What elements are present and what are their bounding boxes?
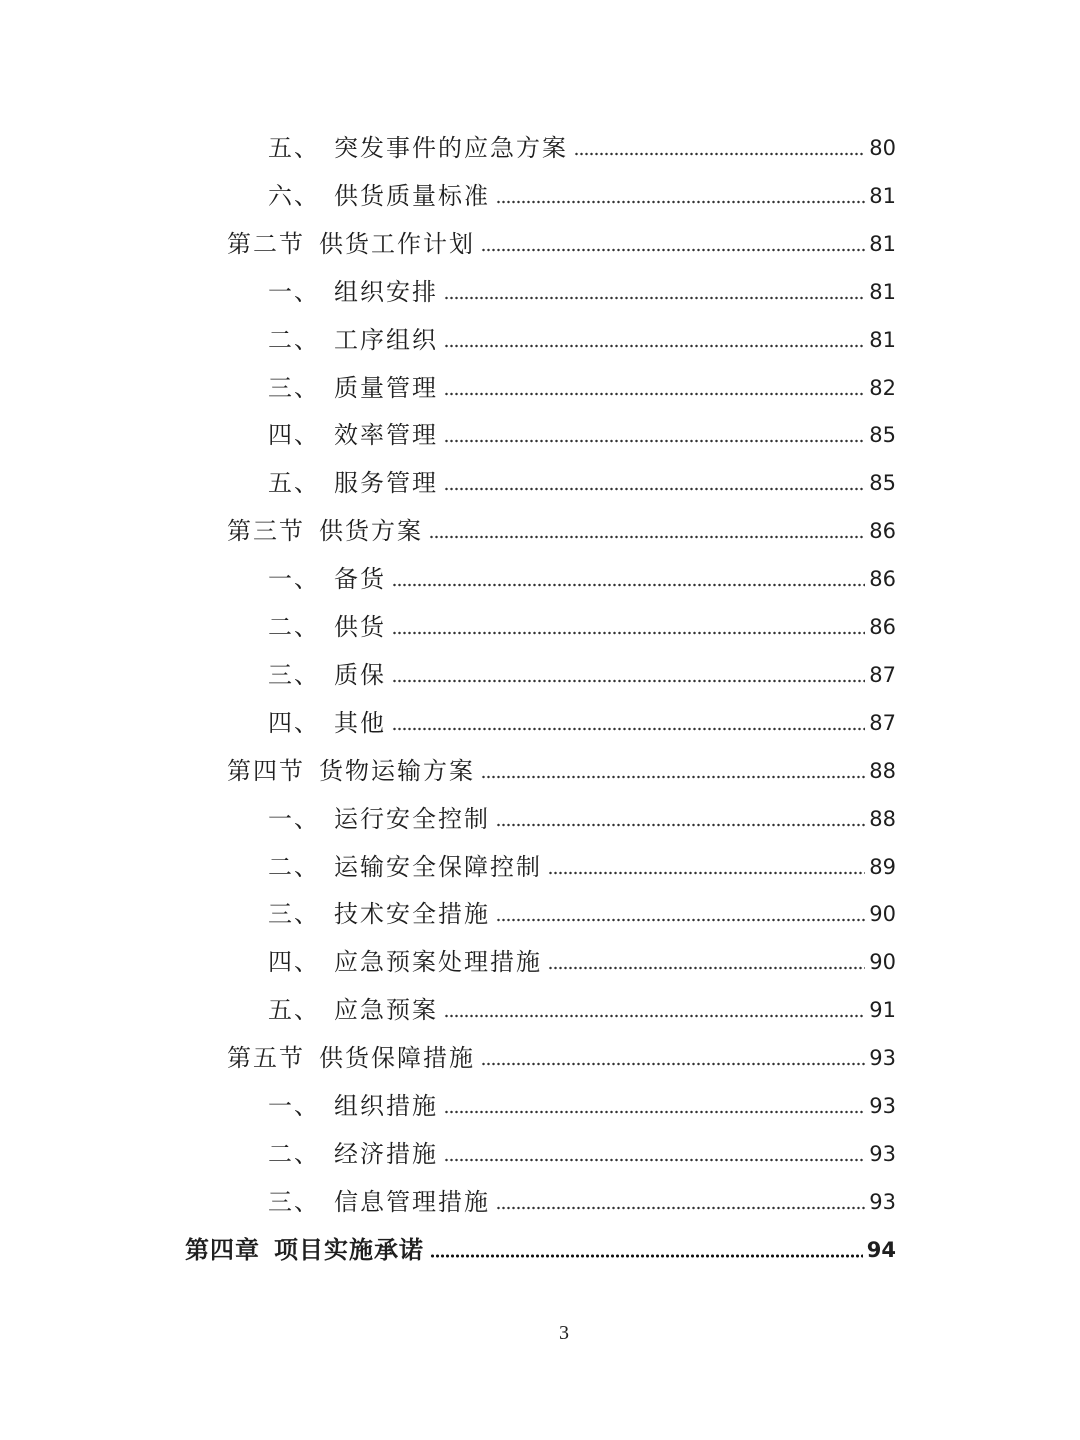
dot-leader [496,821,865,829]
toc-entry-page-number: 88 [869,806,896,831]
toc-entry-number: 一、 [268,565,320,594]
toc-entry-title-text: 运输安全保障控制 [334,852,542,881]
toc-entry-title-text: 备货 [334,565,386,594]
toc-entry-number: 第五节 [227,1044,305,1073]
dot-leader [429,533,865,541]
toc-entry-title-text: 质量管理 [334,373,438,402]
toc-entry-number: 一、 [268,277,320,306]
dot-leader [481,773,865,781]
dot-leader [430,1252,863,1260]
dot-leader [496,916,865,924]
dot-leader [444,437,865,445]
toc-subsection-entry[interactable] [268,655,896,695]
toc-entry-page-number: 93 [869,1094,896,1118]
dot-leader [444,1012,865,1020]
toc-entry-number: 五、 [268,996,320,1025]
toc-entry-number: 三、 [268,660,320,689]
toc-entry-number: 六、 [268,181,320,210]
dot-leader [444,1108,865,1116]
dot-leader [548,869,865,877]
toc-entry-title-text: 质保 [334,660,386,689]
toc-entry-title-text: 供货质量标准 [334,181,490,210]
toc-entry-page-number: 93 [869,1046,896,1071]
dot-leader [481,246,865,254]
toc-subsection-entry[interactable] [268,847,896,887]
dot-leader [392,581,865,589]
toc-entry-title-text: 信息管理措施 [334,1187,490,1216]
toc-section-entry[interactable] [227,511,896,551]
dot-leader [496,198,865,206]
toc-subsection-entry[interactable] [268,703,896,743]
toc-subsection-entry[interactable] [268,272,896,312]
toc-entry-title-text: 工序组织 [334,325,438,354]
toc-entry-number: 三、 [268,1187,320,1216]
toc-entry-page-number: 86 [869,615,896,639]
toc-entry-number: 第三节 [227,517,305,546]
toc-entry-number: 三、 [268,373,320,402]
toc-entry-title-text: 效率管理 [334,421,438,450]
toc-entry-title [227,751,475,791]
toc-entry-number: 二、 [268,613,320,641]
toc-entry-number: 四、 [268,421,320,450]
toc-entry-title-text: 其他 [334,708,386,737]
toc-entry-page-number: 93 [869,1189,896,1214]
toc-subsection-entry[interactable] [268,799,896,839]
toc-entry-title-text: 供货保障措施 [319,1044,475,1073]
dot-leader [548,964,865,972]
dot-leader [444,294,865,302]
toc-entry-title [268,703,386,743]
dot-leader [392,725,865,733]
toc-entry-number: 二、 [268,1139,320,1168]
toc-entry-number: 五、 [268,134,320,162]
toc-entry-page-number: 91 [869,998,896,1023]
toc-entry-title-text: 组织措施 [334,1092,438,1120]
toc-entry-title [268,1134,438,1174]
toc-entry-number: 三、 [268,900,320,929]
toc-subsection-entry[interactable] [268,128,896,168]
toc-entry-page-number: 86 [869,567,896,592]
toc-entry-page-number: 85 [869,423,896,448]
toc-entry-page-number: 80 [869,136,896,160]
toc-entry-title-text: 应急预案处理措施 [334,948,542,977]
toc-subsection-entry[interactable] [268,320,896,360]
toc-entry-title-text: 应急预案 [334,996,438,1025]
toc-entry-title [268,128,568,168]
toc-subsection-entry[interactable] [268,1134,896,1174]
toc-subsection-entry[interactable] [268,368,896,408]
toc-subsection-entry[interactable] [268,990,896,1030]
toc-subsection-entry[interactable] [268,463,896,503]
toc-subsection-entry[interactable] [268,894,896,934]
toc-entry-title [268,1182,490,1222]
toc-entry-title-text: 运行安全控制 [334,804,490,833]
dot-leader [496,1204,865,1212]
toc-entry-title [268,320,438,360]
toc-entry-page-number: 86 [869,519,896,544]
toc-entry-title [268,847,542,887]
toc-entry-title-text: 供货方案 [319,517,423,546]
toc-entry-page-number: 85 [869,471,896,496]
toc-entry-page-number: 81 [869,231,896,256]
toc-entry-page-number: 94 [866,1237,896,1262]
toc-entry-title [268,415,438,455]
toc-entry-number: 二、 [268,325,320,354]
toc-entry-page-number: 90 [869,902,896,927]
toc-subsection-entry[interactable] [268,559,896,599]
toc-subsection-entry[interactable] [268,1182,896,1222]
dot-leader [392,629,865,637]
toc-entry-page-number: 89 [869,854,896,879]
toc-entry-title [227,1038,475,1078]
toc-entry-title [268,559,386,599]
toc-entry-title [268,368,438,408]
toc-entry-number: 第四章 [185,1234,260,1264]
toc-chapter-entry[interactable] [185,1230,896,1270]
toc-entry-title [268,1086,438,1126]
toc-entry-number: 二、 [268,852,320,881]
toc-entry-title-text: 技术安全措施 [334,900,490,929]
toc-entry-number: 四、 [268,948,320,977]
dot-leader [444,390,865,398]
toc-entry-page-number: 93 [869,1141,896,1166]
toc-entry-number: 第二节 [227,229,305,258]
toc-entry-title-text: 突发事件的应急方案 [334,134,568,162]
toc-entry-title-text: 供货工作计划 [319,229,475,258]
toc-subsection-entry[interactable] [268,607,896,647]
toc-entry-title [268,799,490,839]
toc-entry-title-text: 项目实施承诺 [274,1234,424,1264]
toc-subsection-entry[interactable] [268,942,896,982]
toc-entry-page-number: 90 [869,950,896,975]
page-number: 3 [559,1322,569,1344]
toc-entry-title [268,607,386,647]
dot-leader [481,1060,865,1068]
toc-entry-title-text: 服务管理 [334,469,438,498]
toc-entry-number: 四、 [268,708,320,737]
toc-entry-title [227,511,423,551]
toc-entry-title-text: 货物运输方案 [319,756,475,785]
toc-entry-title [268,176,490,216]
dot-leader [444,1156,865,1164]
toc-entry-title [185,1230,424,1270]
toc-entry-page-number: 88 [869,758,896,783]
toc-entry-page-number: 82 [869,375,896,400]
toc-entry-title [227,224,475,264]
dot-leader [444,485,865,493]
toc-subsection-entry[interactable] [268,415,896,455]
toc-section-entry[interactable] [227,751,896,791]
dot-leader [392,677,865,685]
dot-leader [444,342,865,350]
toc-entry-title-text: 组织安排 [334,277,438,306]
toc-entry-title [268,990,438,1030]
toc-entry-page-number: 81 [869,327,896,352]
toc-entry-title [268,463,438,503]
toc-entry-title [268,655,386,695]
toc-entry-number: 一、 [268,1092,320,1120]
toc-section-entry[interactable] [227,224,896,264]
toc-entry-title [268,894,490,934]
toc-subsection-entry[interactable] [268,1086,896,1126]
toc-entry-page-number: 81 [869,183,896,208]
toc-entry-number: 五、 [268,469,320,498]
toc-entry-number: 第四节 [227,756,305,785]
dot-leader [574,150,865,158]
toc-subsection-entry[interactable] [268,176,896,216]
toc-entry-page-number: 87 [869,662,896,687]
toc-entry-page-number: 81 [869,279,896,304]
toc-section-entry[interactable] [227,1038,896,1078]
toc-entry-title [268,942,542,982]
toc-entry-number: 一、 [268,804,320,833]
toc-entry-title-text: 供货 [334,613,386,641]
toc-entry-title [268,272,438,312]
toc-entry-title-text: 经济措施 [334,1139,438,1168]
toc-entry-page-number: 87 [869,710,896,735]
